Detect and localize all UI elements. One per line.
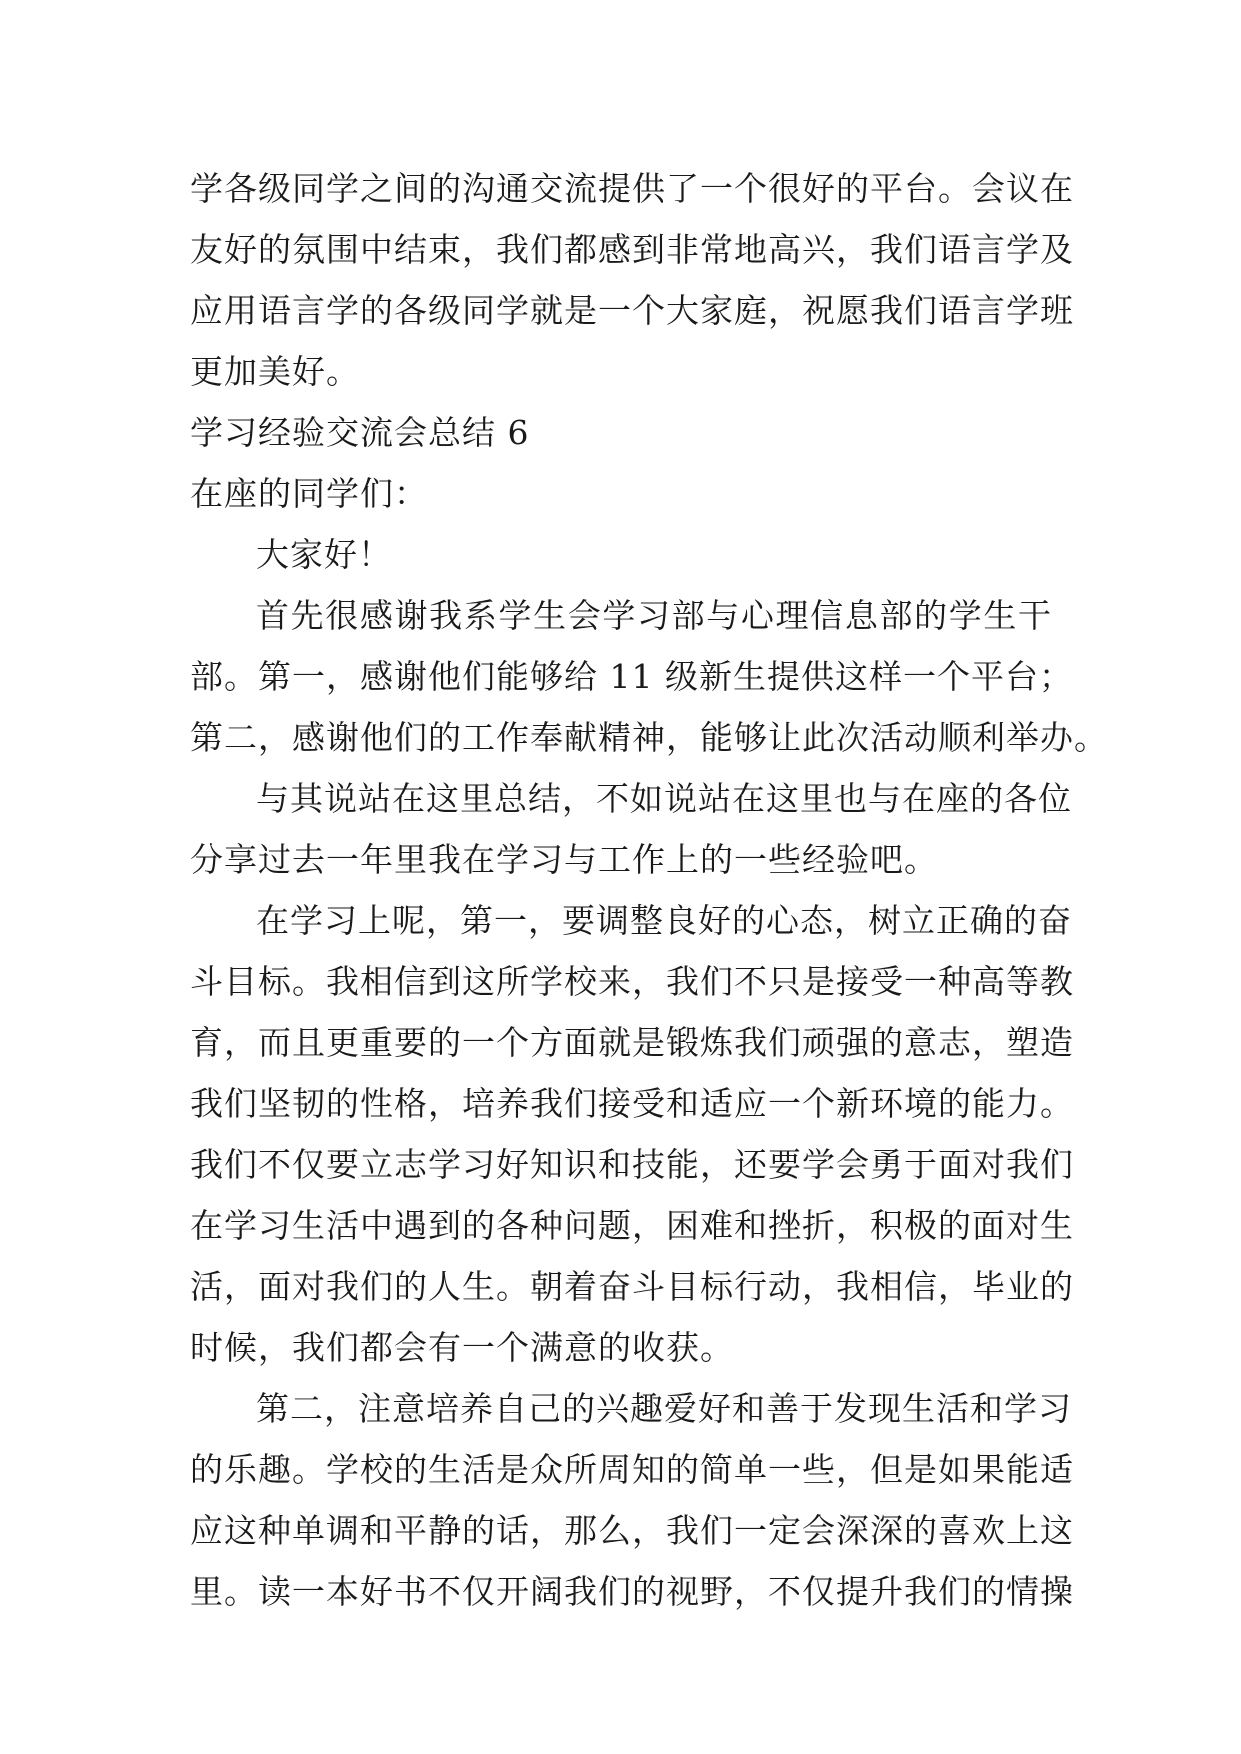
text-line: 活，面对我们的人生。朝着奋斗目标行动，我相信，毕业的 — [190, 1267, 1074, 1306]
text-line: 首先很感谢我系学生会学习部与心理信息部的学生干 — [256, 596, 1052, 635]
text-line: 部。第一，感谢他们能够给 11 级新生提供这样一个平台； — [190, 657, 1073, 696]
text-line: 应这种单调和平静的话，那么，我们一定会深深的喜欢上这 — [190, 1511, 1074, 1550]
text-line: 育，而且更重要的一个方面就是锻炼我们顽强的意志，塑造 — [190, 1023, 1074, 1062]
text-line: 分享过去一年里我在学习与工作上的一些经验吧。 — [190, 840, 938, 879]
text-line: 第二，感谢他们的工作奉献精神，能够让此次活动顺利举办。 — [190, 718, 1108, 757]
salutation: 在座的同学们： — [190, 474, 428, 513]
text-line: 友好的氛围中结束，我们都感到非常地高兴，我们语言学及 — [190, 230, 1074, 269]
text-line: 第二，注意培养自己的兴趣爱好和善于发现生活和学习 — [256, 1389, 1072, 1428]
document-page — [190, 158, 1108, 1622]
text-line: 里。读一本好书不仅开阔我们的视野，不仅提升我们的情操 — [190, 1572, 1074, 1611]
text-line: 我们坚韧的性格，培养我们接受和适应一个新环境的能力。 — [190, 1084, 1074, 1123]
text-line: 时候，我们都会有一个满意的收获。 — [190, 1328, 734, 1367]
text-line: 的乐趣。学校的生活是众所周知的简单一些，但是如果能适 — [190, 1450, 1074, 1489]
text-line: 在学习上呢，第一，要调整良好的心态，树立正确的奋 — [256, 901, 1072, 940]
text-line: 与其说站在这里总结，不如说站在这里也与在座的各位 — [256, 779, 1072, 818]
text-line: 我们不仅要立志学习好知识和技能，还要学会勇于面对我们 — [190, 1145, 1074, 1184]
text-line: 斗目标。我相信到这所学校来，我们不只是接受一种高等教 — [190, 962, 1074, 1001]
text-line: 学各级同学之间的沟通交流提供了一个很好的平台。会议在 — [190, 169, 1074, 208]
section-heading: 学习经验交流会总结 6 — [190, 413, 530, 452]
greeting: 大家好！ — [256, 535, 392, 574]
text-line: 应用语言学的各级同学就是一个大家庭，祝愿我们语言学班 — [190, 291, 1074, 330]
text-line: 在学习生活中遇到的各种问题，困难和挫折，积极的面对生 — [190, 1206, 1074, 1245]
text-line: 更加美好。 — [190, 352, 360, 391]
